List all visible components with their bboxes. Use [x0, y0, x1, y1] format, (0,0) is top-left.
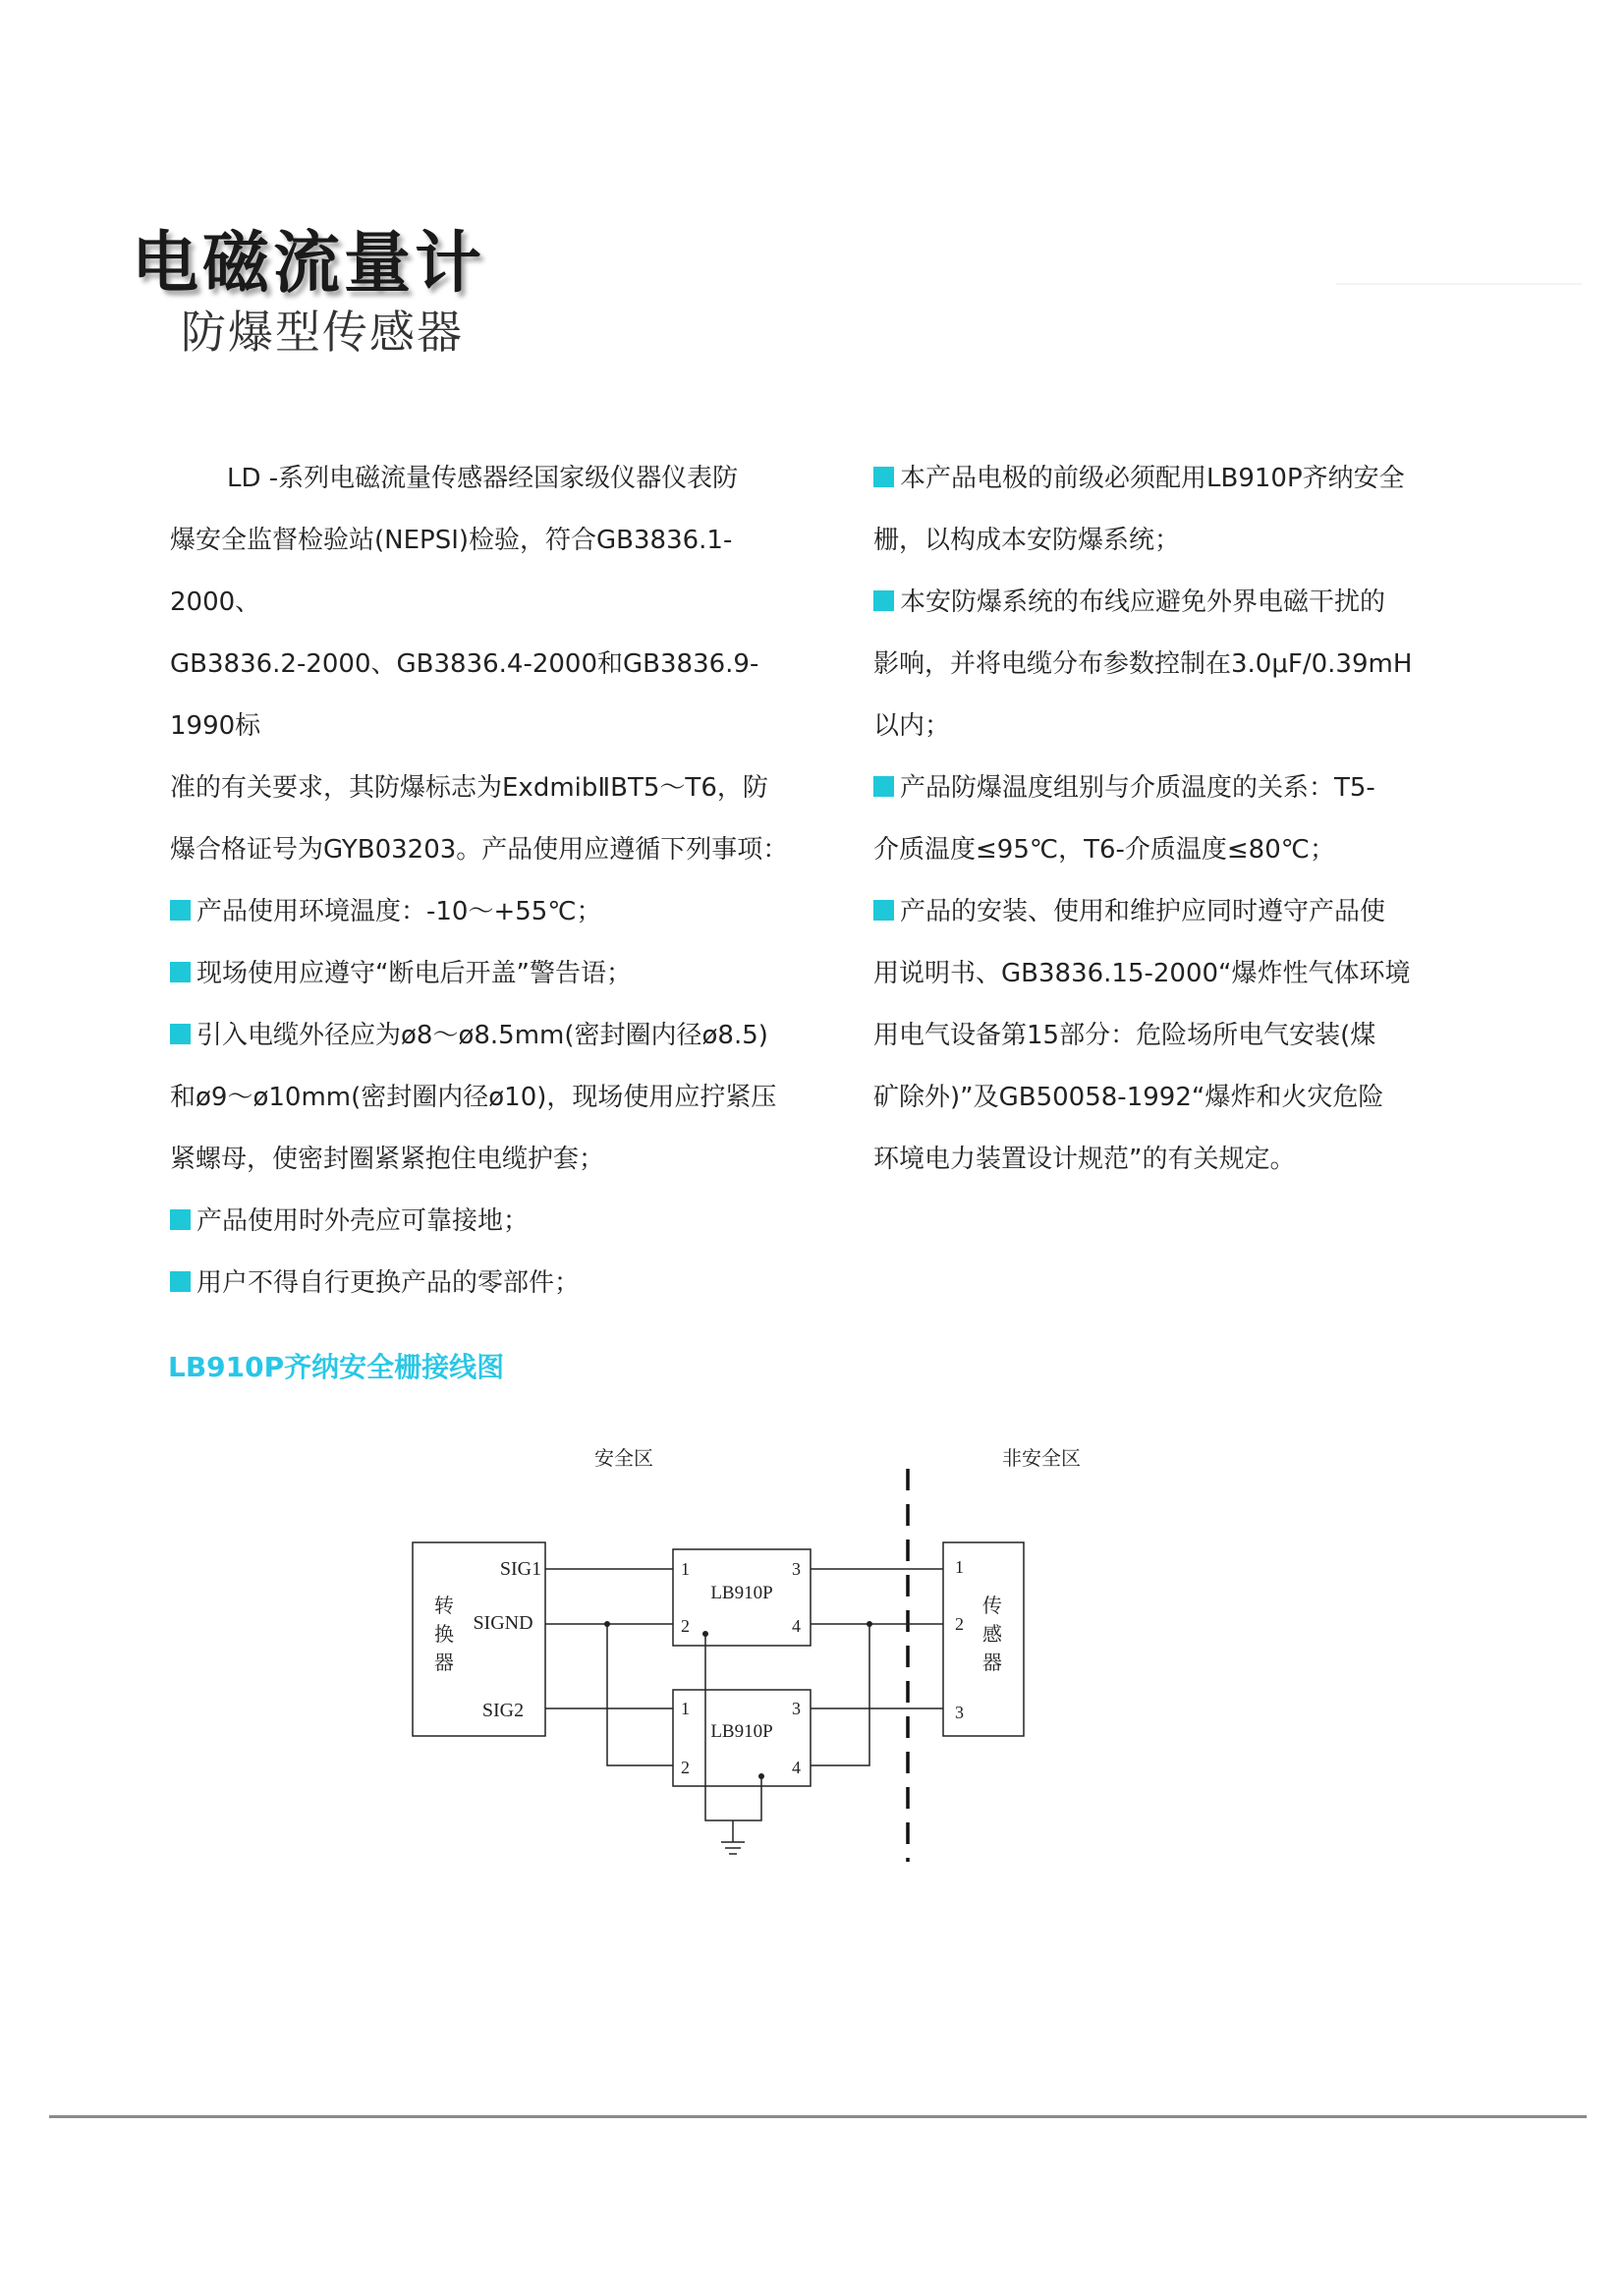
list-item-continuation: 用说明书、GB3836.15-2000“爆炸性气体环境 — [873, 959, 1411, 988]
barrier-pin: 2 — [681, 1616, 690, 1636]
list-item-continuation: 影响，并将电缆分布参数控制在3.0μF/0.39mH — [873, 649, 1413, 679]
barrier-model-label: LB910P — [710, 1721, 773, 1742]
list-item-continuation: 以内； — [873, 711, 951, 741]
decorative-line — [1336, 283, 1582, 285]
list-item — [873, 448, 1433, 510]
wires — [545, 1569, 943, 1854]
list-item — [170, 1191, 818, 1253]
list-item — [873, 572, 1433, 634]
sensor-pin: 3 — [955, 1703, 964, 1722]
list-item — [170, 881, 818, 943]
square-bullet-icon — [873, 900, 894, 921]
sensor-label: 感 — [982, 1622, 1002, 1646]
barrier-pin: 2 — [681, 1758, 690, 1777]
unsafe-zone-label: 非安全区 — [1002, 1448, 1081, 1470]
list-item-text: 产品使用环境温度：-10～+55℃； — [196, 897, 602, 926]
list-item-continuation: 紧螺母，使密封圈紧紧抱住电缆护套； — [170, 1145, 605, 1174]
list-item-text: 用户不得自行更换产品的零部件； — [196, 1268, 581, 1298]
list-item-text: 产品使用时外壳应可靠接地； — [196, 1206, 530, 1236]
list-item-text: 产品防爆温度组别与介质温度的关系：T5- — [900, 773, 1375, 803]
barrier-pin: 4 — [792, 1616, 801, 1636]
sensor-label: 传 — [982, 1594, 1002, 1617]
intro-line: 爆合格证号为GYB03203。产品使用应遵循下列事项： — [170, 835, 789, 865]
intro-line: LD -系列电磁流量传感器经国家级仪器仪表防 — [227, 464, 739, 493]
signal-label: SIG1 — [499, 1558, 542, 1580]
list-item-text: 本产品电极的前级必须配用LB910P齐纳安全 — [900, 464, 1405, 493]
square-bullet-icon — [170, 1209, 191, 1230]
list-item-text: 现场使用应遵守“断电后开盖”警告语； — [196, 959, 632, 988]
list-item — [873, 881, 1433, 943]
page-subtitle: 防爆型传感器 — [181, 306, 464, 359]
square-bullet-icon — [170, 1024, 191, 1044]
list-item-continuation: 用电气设备第15部分：危险场所电气安装(煤 — [873, 1021, 1376, 1050]
signal-label: SIGND — [473, 1612, 533, 1634]
left-column — [170, 448, 818, 1315]
junction-dots — [604, 1621, 872, 1779]
signal-label: SIG2 — [481, 1700, 525, 1721]
square-bullet-icon — [170, 900, 191, 921]
bottom-rule — [49, 2115, 1587, 2118]
barrier-pin: 1 — [681, 1559, 690, 1579]
list-item — [170, 943, 818, 1005]
list-item-continuation: 介质温度≤95℃，T6-介质温度≤80℃； — [873, 835, 1335, 865]
barrier-pin: 3 — [792, 1699, 801, 1718]
sensor-pin: 1 — [955, 1557, 964, 1577]
intro-line: 准的有关要求，其防爆标志为ExdmibⅡBT5～T6，防 — [170, 773, 768, 803]
list-item-continuation: 栅，以构成本安防爆系统； — [873, 526, 1181, 555]
barrier-pin: 3 — [792, 1559, 801, 1579]
square-bullet-icon — [170, 962, 191, 982]
safe-zone-label: 安全区 — [594, 1448, 653, 1470]
right-column — [873, 448, 1433, 1191]
intro-line: GB3836.2-2000、GB3836.4-2000和GB3836.9-1990标 — [170, 649, 759, 741]
list-item-continuation: 和ø9～ø10mm(密封圈内径ø10)，现场使用应拧紧压 — [170, 1083, 777, 1112]
list-item-continuation: 环境电力装置设计规范”的有关规定。 — [873, 1145, 1296, 1174]
square-bullet-icon — [873, 467, 894, 487]
diagram-title: LB910P齐纳安全栅接线图 — [168, 1351, 505, 1383]
intro-line: 爆安全监督检验站(NEPSI)检验，符合GB3836.1-2000、 — [170, 526, 733, 617]
list-item — [873, 757, 1433, 819]
square-bullet-icon — [170, 1271, 191, 1292]
sensor-label: 器 — [982, 1651, 1002, 1674]
page-title: 电磁流量计 — [132, 225, 486, 303]
list-item-text: 引入电缆外径应为ø8～ø8.5mm(密封圈内径ø8.5) — [196, 1021, 768, 1050]
barrier-pin: 1 — [681, 1699, 690, 1718]
barrier-model-label: LB910P — [710, 1583, 773, 1603]
square-bullet-icon — [873, 590, 894, 611]
wiring-diagram — [393, 1429, 1081, 1891]
list-item-text: 产品的安装、使用和维护应同时遵守产品使 — [900, 897, 1386, 926]
sensor-pin: 2 — [955, 1614, 964, 1634]
list-item-continuation: 矿除外)”及GB50058-1992“爆炸和火灾危险 — [873, 1083, 1384, 1112]
square-bullet-icon — [873, 776, 894, 797]
list-item — [170, 1005, 818, 1067]
list-item-text: 本安防爆系统的布线应避免外界电磁干扰的 — [900, 588, 1386, 617]
converter-label: 转 — [434, 1594, 454, 1617]
barrier-pin: 4 — [792, 1758, 801, 1777]
list-item — [170, 1253, 818, 1315]
converter-label: 换 — [434, 1622, 454, 1646]
converter-label: 器 — [434, 1651, 454, 1674]
